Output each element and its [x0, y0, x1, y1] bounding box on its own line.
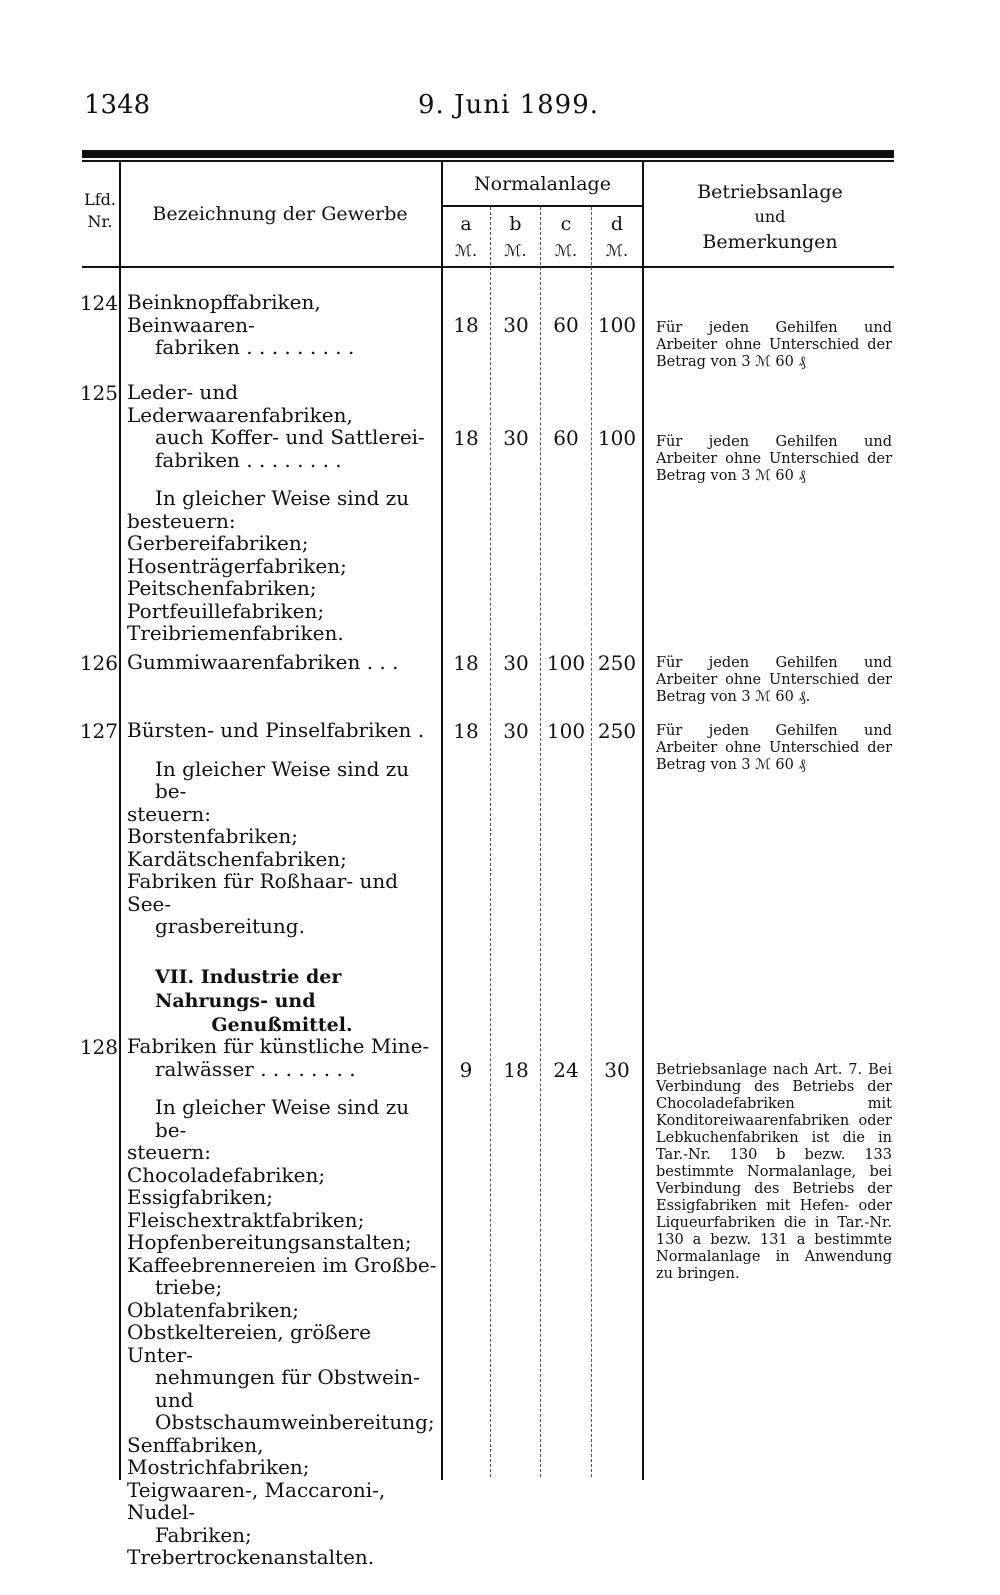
entry-number: 124 — [79, 291, 118, 315]
entry-name-line: auch Koffer- und Sattlerei- — [155, 425, 425, 449]
entry-name-line: Gummiwaarenfabriken . . . — [127, 650, 399, 674]
note-item: Kaffeebrennereien im Großbe- — [127, 1252, 437, 1277]
note-item: Obstschaumweinbereitung; — [155, 1410, 435, 1434]
value-a: 18 — [453, 313, 479, 337]
note-item: Portfeuillefabriken; — [127, 598, 325, 623]
entry-name-line: fabriken . . . . . . . . . — [155, 335, 355, 359]
col-divider-nr — [119, 162, 121, 1480]
header-betriebsanlage: Betriebsanlage — [697, 181, 843, 203]
value-d: 100 — [597, 426, 637, 450]
note-intro-line: besteuern: — [127, 508, 236, 533]
value-a: 9 — [459, 1058, 473, 1082]
header-col-c: c — [560, 213, 572, 235]
header-normalanlage: Normalanlage — [474, 173, 611, 195]
section-heading-line: Genußmittel. — [211, 1014, 353, 1036]
col-divider-name — [441, 162, 443, 1480]
header-und: und — [754, 207, 786, 226]
note-item: grasbereitung. — [155, 914, 305, 938]
note-item: nehmungen für Obstwein- und — [155, 1365, 420, 1412]
note-item: Trebertrockenanstalten. — [127, 1545, 375, 1569]
value-b: 30 — [503, 719, 529, 743]
page-date: 9. Juni 1899. — [418, 90, 599, 120]
note-intro-line: In gleicher Weise sind zu — [155, 486, 410, 510]
note-item: Gerbereifabriken; — [127, 531, 309, 555]
value-a: 18 — [453, 426, 479, 450]
header-bemerkungen: Bemerkungen — [702, 231, 838, 253]
value-a: 18 — [453, 651, 479, 675]
entry-name-line: Fabriken für künstliche Mine- — [127, 1034, 430, 1058]
entry-name-line: Leder- und Lederwaarenfabriken, — [127, 380, 353, 427]
value-b: 30 — [503, 313, 529, 337]
value-d: 100 — [597, 313, 637, 337]
entry-number: 128 — [79, 1035, 118, 1059]
note-item: Teigwaaren-, Maccaroni-, Nudel- — [127, 1477, 386, 1524]
note-item: Hopfenbereitungsanstalten; — [127, 1230, 412, 1254]
header-unit-c: ℳ. — [554, 241, 578, 260]
header-nr: Nr. — [87, 212, 113, 231]
entry-name — [127, 719, 437, 938]
value-d: 30 — [604, 1058, 630, 1082]
entry-name — [127, 1035, 437, 1569]
note-item: Fabriken für Roßhaar- und See- — [127, 869, 399, 916]
note-intro-line: steuern: — [127, 1140, 212, 1164]
value-c: 60 — [553, 313, 579, 337]
note-item: Borstenfabriken; — [127, 824, 298, 848]
note-item: Treibriemenfabriken. — [127, 621, 344, 645]
note-intro-line: In gleicher Weise sind zu be- — [155, 756, 410, 803]
value-c: 24 — [553, 1058, 579, 1082]
note-item: Obstkeltereien, größere Unter- — [127, 1320, 371, 1367]
col-divider-bc — [540, 207, 541, 1477]
note-intro-line: steuern: — [127, 801, 212, 826]
section-heading-line: VII. Industrie der Nahrungs- und — [155, 966, 342, 1012]
value-a: 18 — [453, 719, 479, 743]
entry-name-line: fabriken . . . . . . . . — [155, 447, 342, 472]
header-unit-a: ℳ. — [454, 241, 478, 260]
value-d: 250 — [597, 651, 637, 675]
section-heading — [127, 965, 437, 1037]
value-b: 18 — [503, 1058, 529, 1082]
note-item: Fleischextraktfabriken; — [127, 1207, 365, 1232]
normalanlage-underline — [442, 205, 642, 207]
value-c: 100 — [546, 719, 586, 743]
entry-name-line: ralwässer . . . . . . . . — [155, 1056, 356, 1081]
value-b: 30 — [503, 426, 529, 450]
note-item: Peitschenfabriken; — [127, 576, 317, 600]
entry-remark: Für jeden Gehilfen und Arbeiter ohne Unterschied der Betrag von 3 ℳ 60 ₰. — [656, 655, 892, 705]
value-b: 30 — [503, 651, 529, 675]
note-item: triebe; — [155, 1275, 223, 1299]
entry-remark: Für jeden Gehilfen und Arbeiter ohne Unterschied der Betrag von 3 ℳ 60 ₰ — [656, 320, 892, 370]
entry-name-line: Beinknopffabriken, Beinwaaren- — [127, 290, 321, 337]
header-bezeichnung: Bezeichnung der Gewerbe — [152, 203, 408, 225]
entry-remark: Für jeden Gehilfen und Arbeiter ohne Unterschied der Betrag von 3 ℳ 60 ₰ — [656, 723, 892, 773]
entry-name — [127, 381, 437, 645]
col-divider-remarks — [642, 162, 644, 1480]
col-divider-ab — [490, 207, 491, 1477]
note-item: Fabriken; — [155, 1522, 252, 1547]
header-unit-d: ℳ. — [605, 241, 629, 260]
entry-remark: Für jeden Gehilfen und Arbeiter ohne Unterschied der Betrag von 3 ℳ 60 ₰ — [656, 434, 892, 484]
entry-number: 126 — [79, 651, 118, 675]
header-col-d: d — [610, 213, 624, 235]
entry-name-line: Bürsten- und Pinselfabriken . — [127, 718, 425, 742]
note-item: Chocoladefabriken; — [127, 1162, 326, 1187]
entry-number: 127 — [79, 719, 118, 743]
note-intro-line: In gleicher Weise sind zu be- — [155, 1095, 410, 1142]
header-bottom-rule — [82, 266, 894, 268]
note-item: Senffabriken, Mostrichfabriken; — [127, 1432, 310, 1479]
header-lfd: Lfd. — [84, 190, 116, 209]
top-thick-rule — [82, 150, 894, 158]
value-c: 60 — [553, 426, 579, 450]
entry-number: 125 — [79, 381, 118, 405]
entry-name — [127, 651, 437, 674]
header-unit-b: ℳ. — [504, 241, 527, 260]
note-item: Oblatenfabriken; — [127, 1297, 299, 1322]
note-item: Essigfabriken; — [127, 1185, 273, 1209]
header-col-b: b — [509, 213, 522, 235]
entry-remark: Betriebsanlage nach Art. 7. Bei Verbindung des Betriebs der Chocoladefabriken mit Konditoreiwaarenfabriken oder Lebkuchenfabriken ist die in Tar.-Nr. 130 b bezw. 133 bestimmte Normalanlage, bei Verbindung des Betriebs der Essigfabriken mit Hefen- oder Liqueurfabriken die in Tar.-Nr. 130 a bezw. 131 a bestimmte Normalanlage in Anwendung zu bringen. — [656, 1062, 892, 1282]
page-number: 1348 — [84, 90, 151, 120]
top-thin-rule — [82, 160, 894, 162]
value-d: 250 — [597, 719, 637, 743]
value-c: 100 — [546, 651, 586, 675]
note-item: Kardätschenfabriken; — [127, 846, 347, 871]
entry-name — [127, 291, 437, 359]
header-col-a: a — [460, 213, 472, 235]
col-divider-cd — [591, 207, 592, 1477]
note-item: Hosenträgerfabriken; — [127, 553, 347, 578]
